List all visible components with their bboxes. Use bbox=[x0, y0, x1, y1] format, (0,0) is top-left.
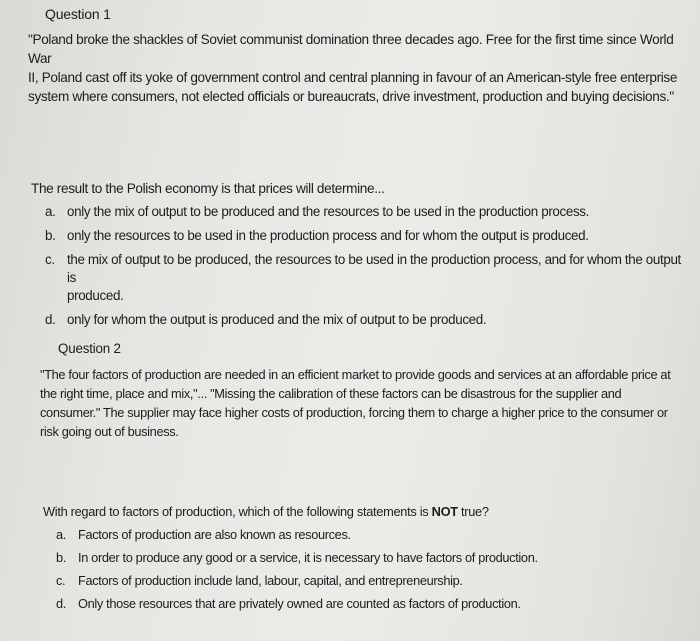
question-1-option-a[interactable] bbox=[45, 203, 685, 221]
question-1-option-d[interactable] bbox=[45, 311, 685, 329]
option-text: only the resources to be used in the production process and for whom the output is produced. bbox=[67, 228, 589, 243]
question-2-stem bbox=[43, 504, 489, 519]
question-1-stem: The result to the Polish economy is that prices will determine... bbox=[31, 181, 385, 196]
option-letter: d. bbox=[56, 596, 66, 611]
option-letter: a. bbox=[45, 204, 56, 219]
question-2-quote: "The four factors of production are needed in an efficient market to provide goods and services at an affordable price at the right time, place and mix,"... "Missing the calibration of these factors can be disastrous for the supplier and consumer." The supplier may face higher costs of production, forcing them to charge a higher price to the consumer or risk going out of business. bbox=[40, 367, 671, 439]
question-1-option-b[interactable] bbox=[45, 227, 685, 245]
question-2-title: Question 2 bbox=[58, 341, 121, 356]
option-text: Factors of production include land, labour, capital, and entrepreneurship. bbox=[78, 573, 463, 588]
option-text: Only those resources that are privately owned are counted as factors of production. bbox=[78, 596, 521, 611]
question-1-options bbox=[45, 203, 685, 329]
option-text: Factors of production are also known as resources. bbox=[78, 527, 351, 542]
question-2-stem-text: With regard to factors of production, which of the following statements is bbox=[43, 504, 432, 519]
question-1-title: Question 1 bbox=[45, 6, 111, 22]
question-2-option-b[interactable] bbox=[56, 549, 676, 567]
question-2-stem-end: true? bbox=[457, 504, 489, 519]
question-1-quote: "Poland broke the shackles of Soviet communist domination three decades ago. Free for the first time since World War II, Poland cast off its yoke of government control and central planning in favour of an American-style free enterprise system where consumers, not elected officials or bureaucrats, drive investment, production and buying decisions." bbox=[28, 32, 678, 104]
option-letter: b. bbox=[56, 550, 66, 565]
option-text: the mix of output to be produced, the resources to be used in the production process, and for whom the output is produced. bbox=[67, 252, 681, 303]
option-letter: b. bbox=[45, 228, 56, 243]
option-letter: c. bbox=[45, 252, 55, 267]
question-2-option-a[interactable] bbox=[56, 526, 676, 544]
question-2-stem-emphasis: NOT bbox=[431, 504, 458, 519]
question-2-option-c[interactable] bbox=[56, 572, 676, 590]
option-letter: c. bbox=[56, 573, 66, 588]
option-text: only the mix of output to be produced and the resources to be used in the production process. bbox=[67, 204, 590, 219]
option-letter: d. bbox=[45, 312, 56, 327]
option-letter: a. bbox=[56, 527, 66, 542]
option-text: only for whom the output is produced and the mix of output to be produced. bbox=[67, 312, 487, 327]
question-2-options bbox=[56, 526, 676, 613]
option-text: In order to produce any good or a service, it is necessary to have factors of production. bbox=[78, 550, 538, 565]
question-1-option-c[interactable] bbox=[45, 251, 685, 305]
question-2-option-d[interactable] bbox=[56, 595, 676, 613]
